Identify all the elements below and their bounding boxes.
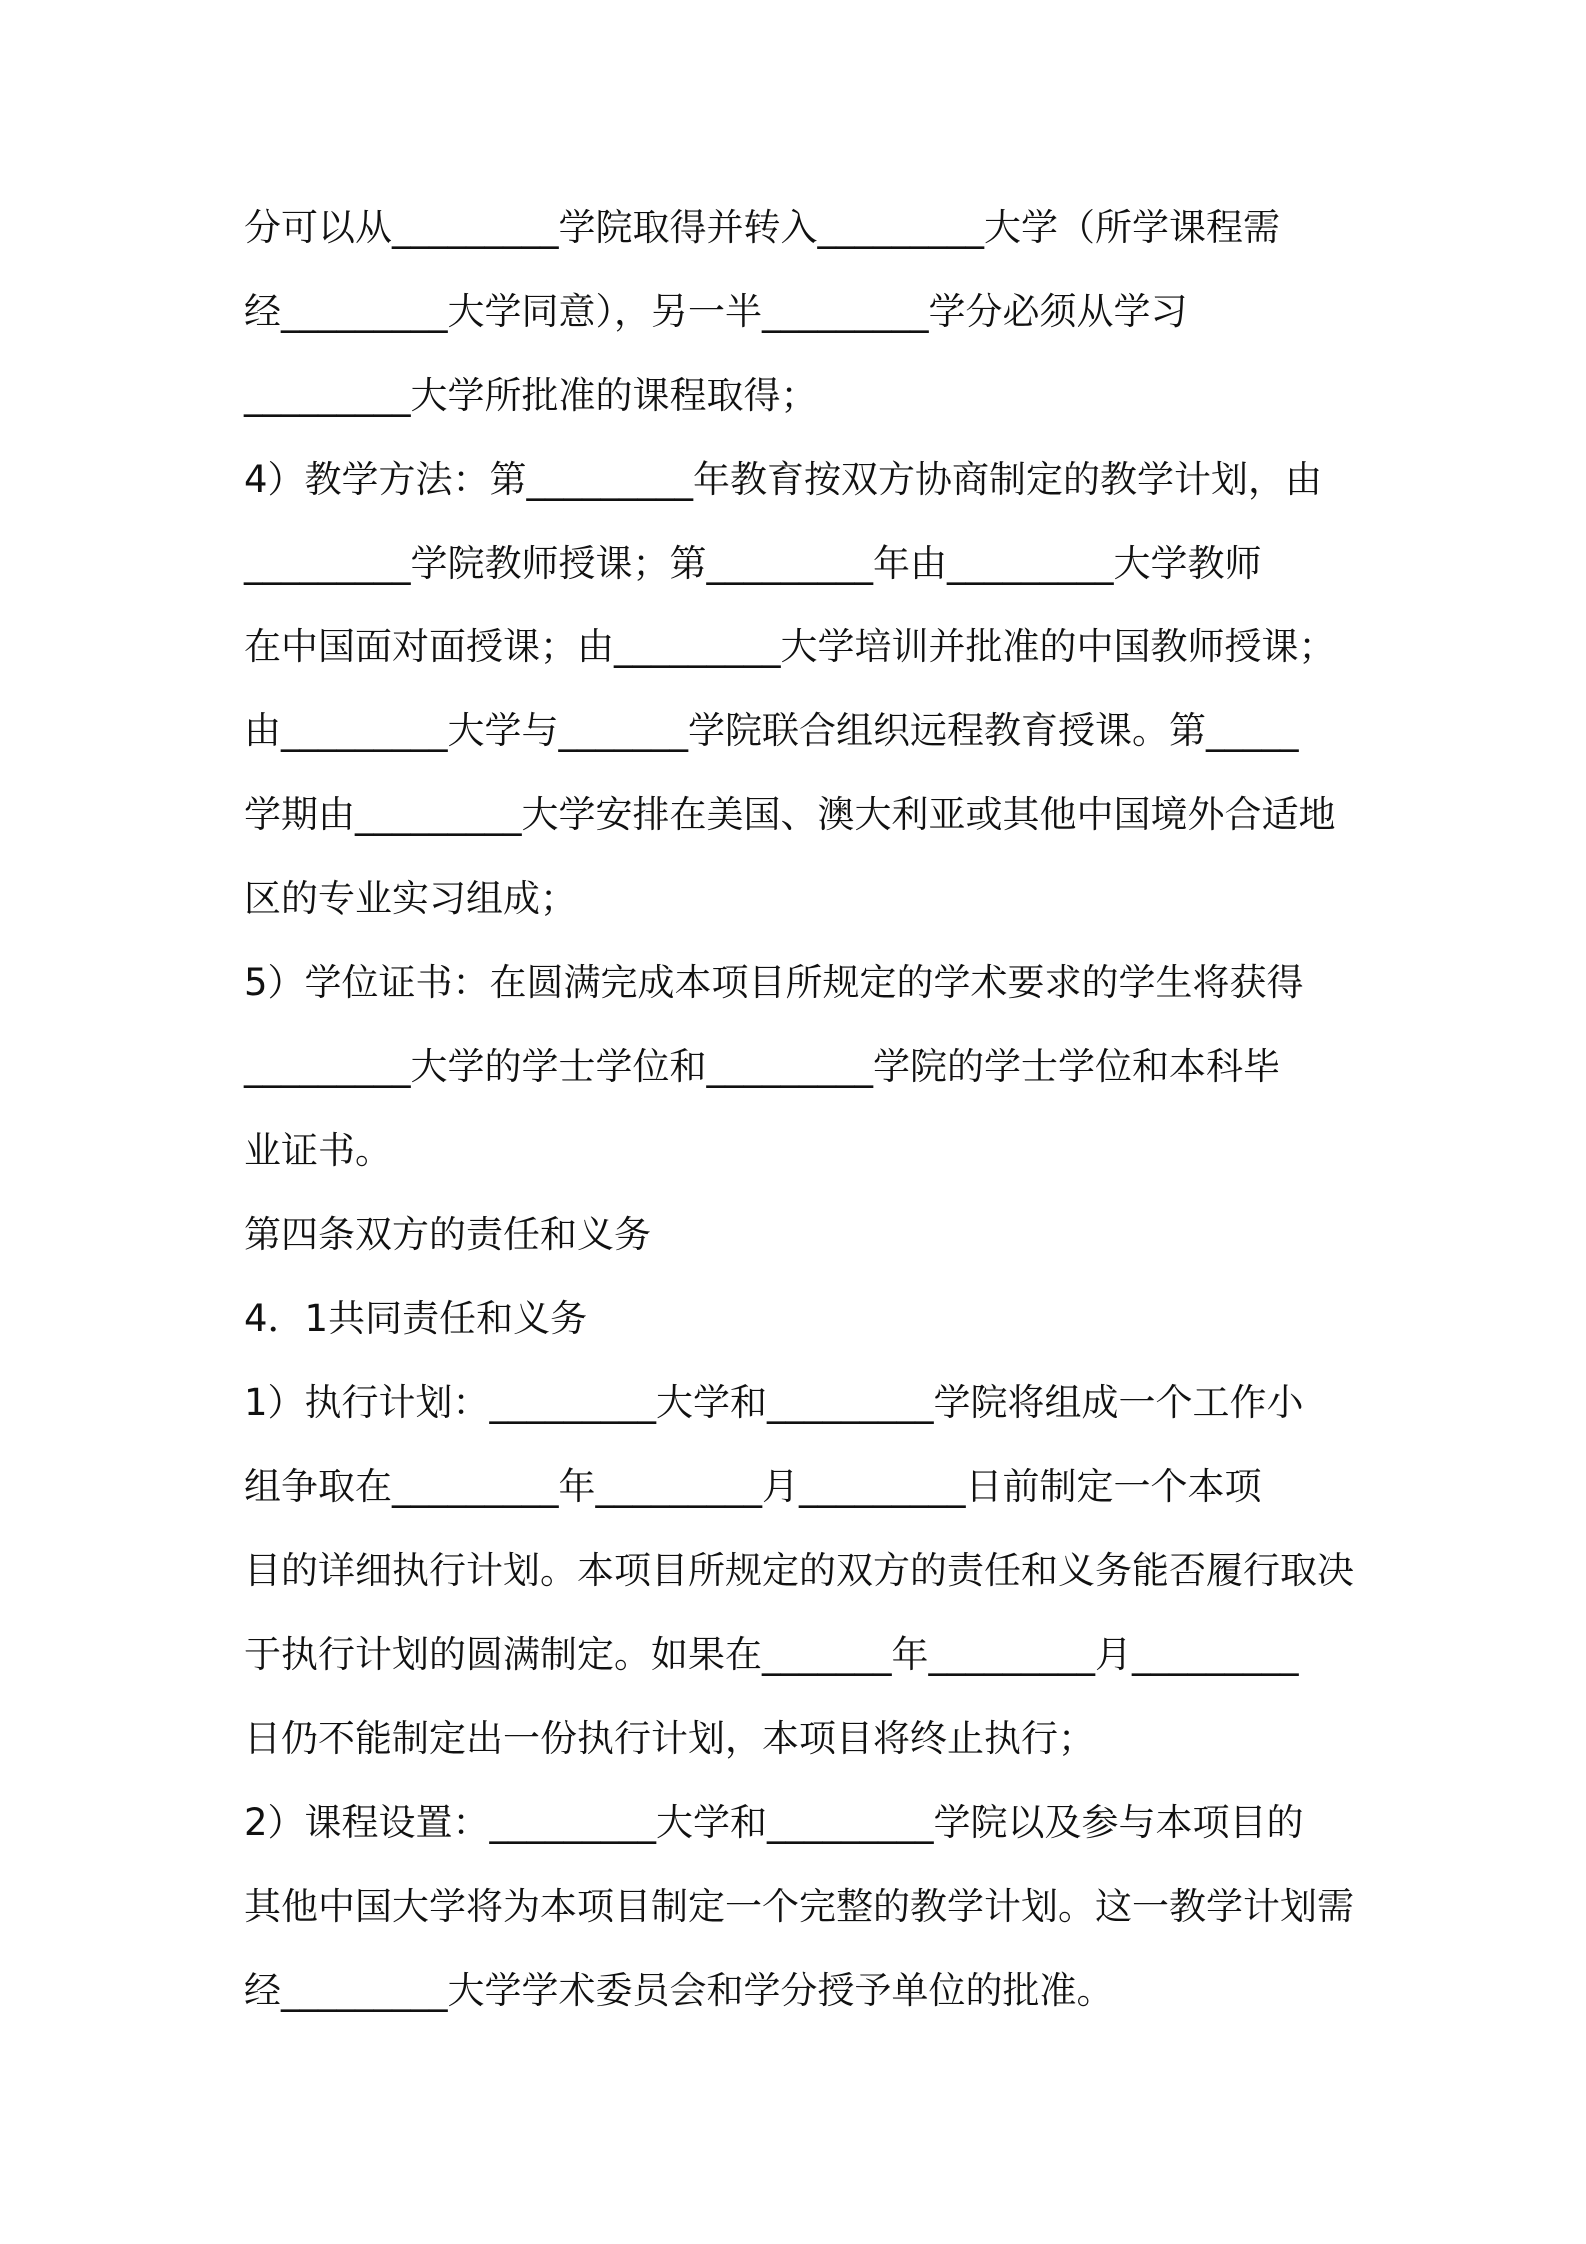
- text-line: 经_________大学学术委员会和学分授予单位的批准。: [244, 1969, 1114, 2012]
- text-line: 由_________大学与_______学院联合组织远程教育授课。第_____: [244, 709, 1299, 752]
- text-line: 目的详细执行计划。本项目所规定的双方的责任和义务能否履行取决: [244, 1549, 1354, 1592]
- section-heading: 第四条双方的责任和义务: [244, 1213, 651, 1256]
- subsection-heading: 4．1共同责任和义务: [244, 1297, 588, 1340]
- text-line: 经_________大学同意），另一半_________学分必须从学习: [244, 290, 1188, 333]
- text-line: _________学院教师授课；第_________年由_________大学教师: [244, 542, 1262, 585]
- text-line: 其他中国大学将为本项目制定一个完整的教学计划。这一教学计划需: [244, 1885, 1354, 1928]
- text-line: 1）执行计划：_________大学和_________学院将组成一个工作小: [244, 1381, 1304, 1424]
- text-line: 在中国面对面授课；由_________大学培训并批准的中国教师授课；: [244, 625, 1336, 668]
- text-line: _________大学的学士学位和_________学院的学士学位和本科毕: [244, 1045, 1280, 1088]
- text-line: 2）课程设置：_________大学和_________学院以及参与本项目的: [244, 1801, 1304, 1844]
- text-line: 于执行计划的圆满制定。如果在_______年_________月_________: [244, 1633, 1299, 1676]
- text-line: 5）学位证书：在圆满完成本项目所规定的学术要求的学生将获得: [244, 961, 1304, 1004]
- text-line: _________大学所批准的课程取得；: [244, 374, 818, 417]
- text-line: 日仍不能制定出一份执行计划，本项目将终止执行；: [244, 1717, 1095, 1760]
- text-line: 分可以从_________学院取得并转入_________大学（所学课程需: [244, 206, 1280, 249]
- text-line: 组争取在_________年_________月_________日前制定一个本项: [244, 1465, 1262, 1508]
- text-line: 4）教学方法：第_________年教育按双方协商制定的教学计划，由: [244, 458, 1323, 501]
- text-line: 业证书。: [244, 1129, 392, 1172]
- text-line: 区的专业实习组成；: [244, 877, 577, 920]
- text-line: 学期由_________大学安排在美国、澳大利亚或其他中国境外合适地: [244, 793, 1336, 836]
